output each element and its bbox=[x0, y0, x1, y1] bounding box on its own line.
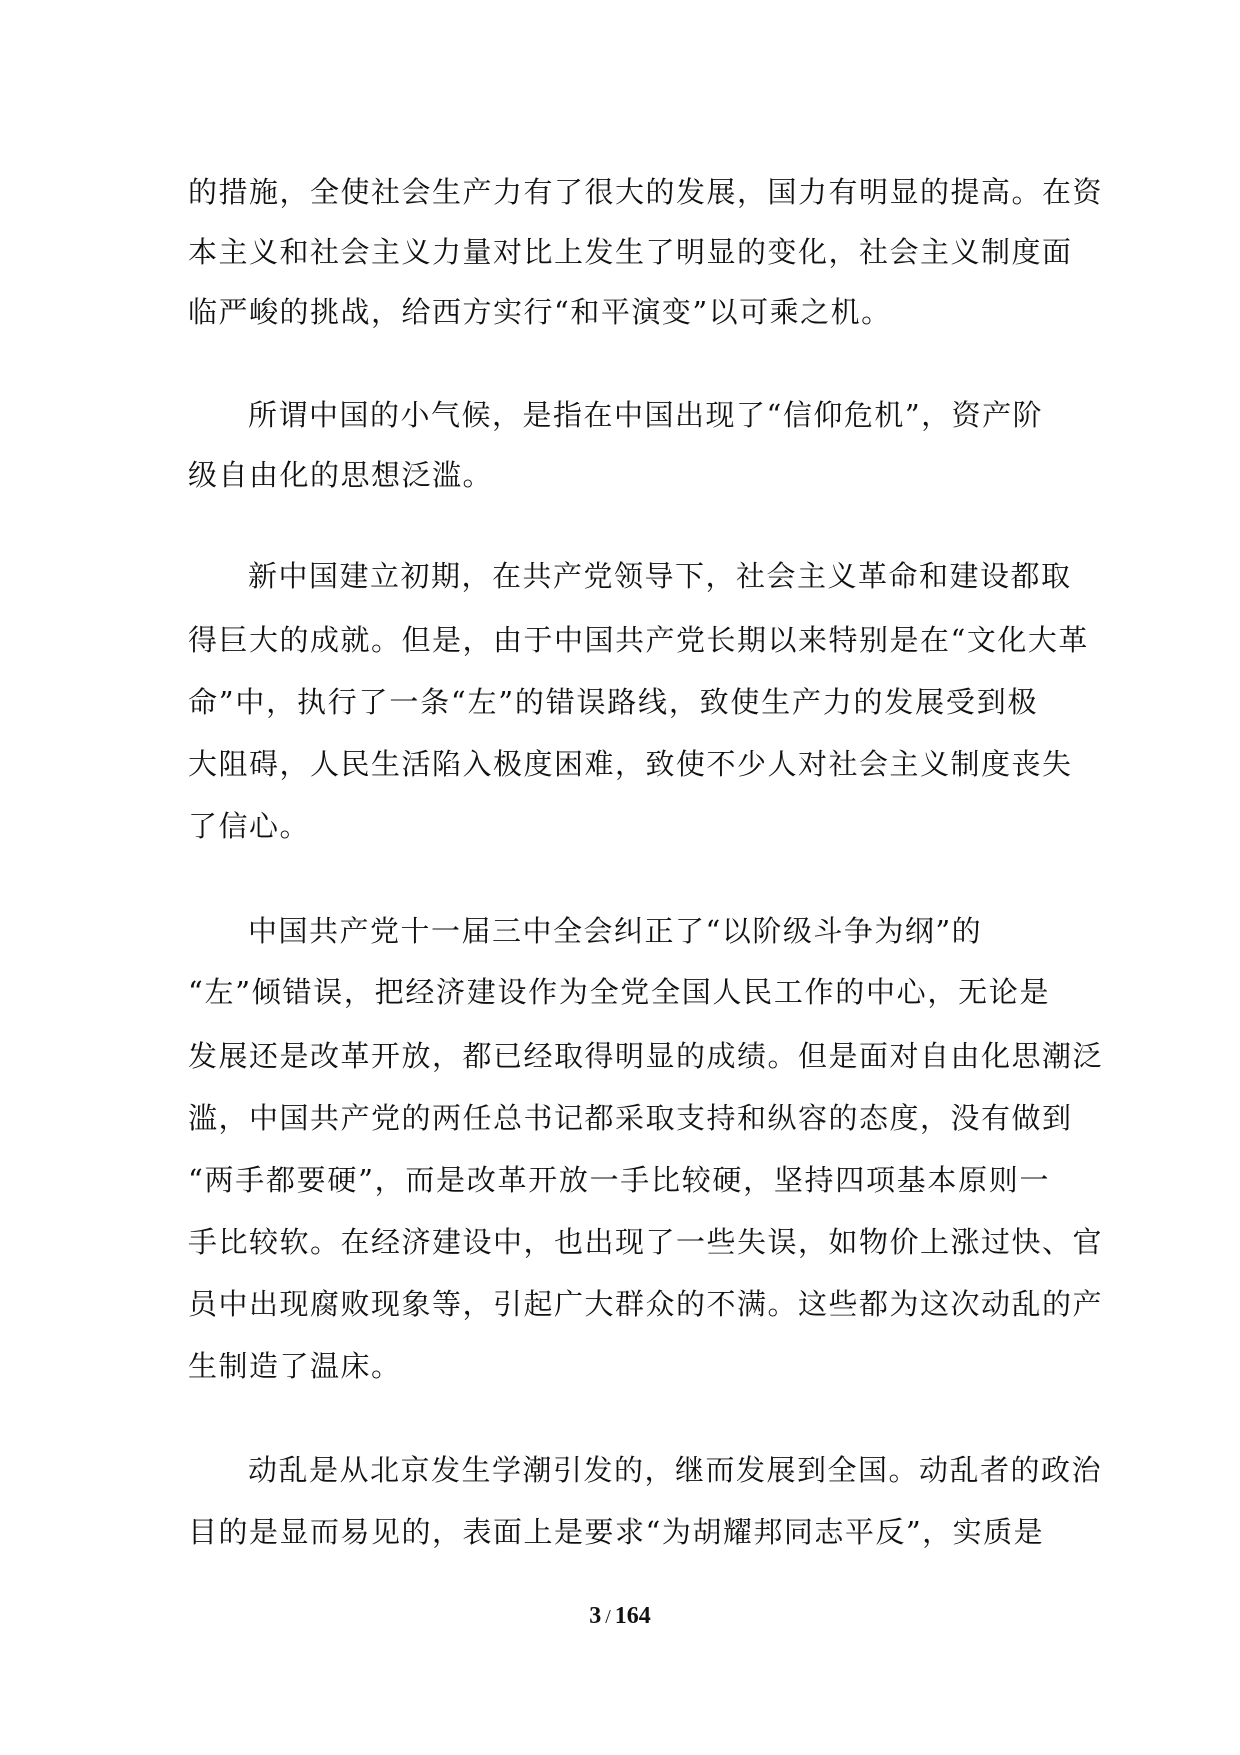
text-line: 生制造了温床。 bbox=[188, 1349, 402, 1383]
current-page-number: 3 bbox=[589, 1603, 602, 1629]
text-line: 级自由化的思想泛滥。 bbox=[188, 458, 494, 492]
text-line: 本主义和社会主义力量对比上发生了明显的变化，社会主义制度面 bbox=[188, 235, 1073, 269]
text-line: 所谓中国的小气候，是指在中国出现了“信仰危机”，资产阶 bbox=[248, 398, 1044, 432]
text-line: 命”中，执行了一条“左”的错误路线，致使生产力的发展受到极 bbox=[188, 685, 1038, 719]
text-line: 动乱是从北京发生学潮引发的，继而发展到全国。动乱者的政治 bbox=[248, 1453, 1103, 1487]
text-line: 大阻碍，人民生活陷入极度困难，致使不少人对社会主义制度丧失 bbox=[188, 747, 1073, 781]
text-line: 滥，中国共产党的两任总书记都采取支持和纵容的态度，没有做到 bbox=[188, 1101, 1073, 1135]
total-page-count: 164 bbox=[614, 1603, 651, 1629]
text-line: “左”倾错误，把经济建设作为全党全国人民工作的中心，无论是 bbox=[188, 975, 1050, 1009]
page-number bbox=[0, 1600, 1240, 1633]
text-line: 员中出现腐败现象等，引起广大群众的不满。这些都为这次动乱的产 bbox=[188, 1287, 1104, 1321]
text-line: 临严峻的挑战，给西方实行“和平演变”以可乘之机。 bbox=[188, 295, 892, 329]
text-line: 的措施，全使社会生产力有了很大的发展，国力有明显的提高。在资 bbox=[188, 175, 1104, 209]
text-line: 发展还是改革开放，都已经取得明显的成绩。但是面对自由化思潮泛 bbox=[188, 1039, 1104, 1073]
text-line: 了信心。 bbox=[188, 809, 311, 843]
text-line: 目的是显而易见的，表面上是要求“为胡耀邦同志平反”，实质是 bbox=[188, 1515, 1045, 1549]
text-line: 中国共产党十一届三中全会纠正了“以阶级斗争为纲”的 bbox=[248, 914, 983, 948]
text-line: 新中国建立初期，在共产党领导下，社会主义革命和建设都取 bbox=[248, 559, 1072, 593]
text-line: 得巨大的成就。但是，由于中国共产党长期以来特别是在“文化大革 bbox=[188, 623, 1089, 657]
text-line: “两手都要硬”，而是改革开放一手比较硬，坚持四项基本原则一 bbox=[188, 1163, 1050, 1197]
text-line: 手比较软。在经济建设中，也出现了一些失误，如物价上涨过快、官 bbox=[188, 1225, 1104, 1259]
page-separator: / bbox=[605, 1606, 611, 1628]
